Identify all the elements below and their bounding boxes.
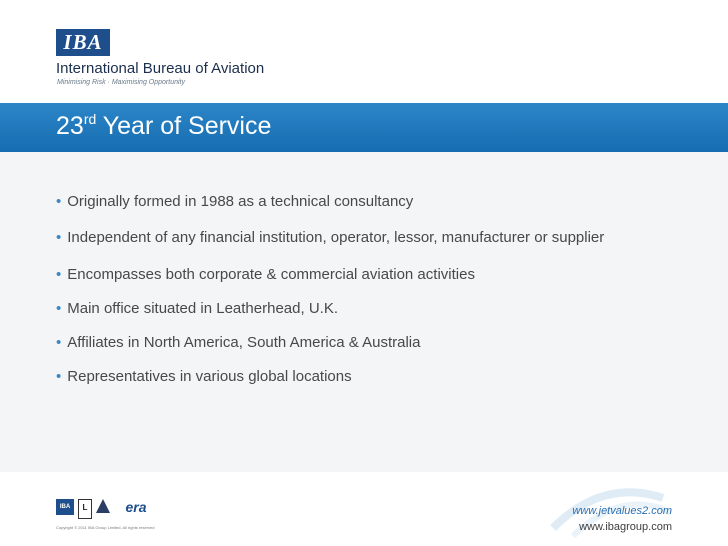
bullet-item: • Representatives in various global locations [56,368,352,385]
title-suffix: rd [83,111,97,127]
bullet-item: • Encompasses both corporate & commercial aviation activities [56,266,475,283]
organization-name: International Bureau of Aviation [56,60,265,77]
iba-logo: IBA [56,29,110,56]
l-badge-icon: L [78,499,92,519]
bullet-dot-icon: • [56,368,62,385]
bullet-dot-icon: • [56,229,62,246]
bullet-list [56,190,656,389]
bullet-item: • Affiliates in North America, South America & Australia [56,334,421,351]
bullet-item: • Originally formed in 1988 as a technical consultancy [56,193,414,210]
era-badge-icon: era [125,499,147,515]
iba-badge-icon: IBA [56,499,74,515]
bullet-item: • Main office situated in Leatherhead, U.K. [56,300,338,317]
tagline: Minimising Risk · Maximising Opportunity [57,79,185,86]
bullet-dot-icon: • [56,300,62,317]
bullet-item: • Independent of any financial institution, operator, lessor, manufacturer or supplier [56,229,605,246]
title-text: Year of Service [96,112,272,140]
ibagroup-link[interactable]: www.ibagroup.com [579,521,672,533]
title-number: 23 [56,112,84,140]
copyright-text: Copyright © 2011 IBA Group Limited, All rights reserved [56,525,155,530]
header [0,0,728,103]
jetvalues-link[interactable]: www.jetvalues2.com [572,505,672,517]
bullet-dot-icon: • [56,193,62,210]
slide-title [56,111,271,141]
bullet-dot-icon: • [56,334,62,351]
bullet-dot-icon: • [56,266,62,283]
triangle-badge-icon [96,499,110,513]
